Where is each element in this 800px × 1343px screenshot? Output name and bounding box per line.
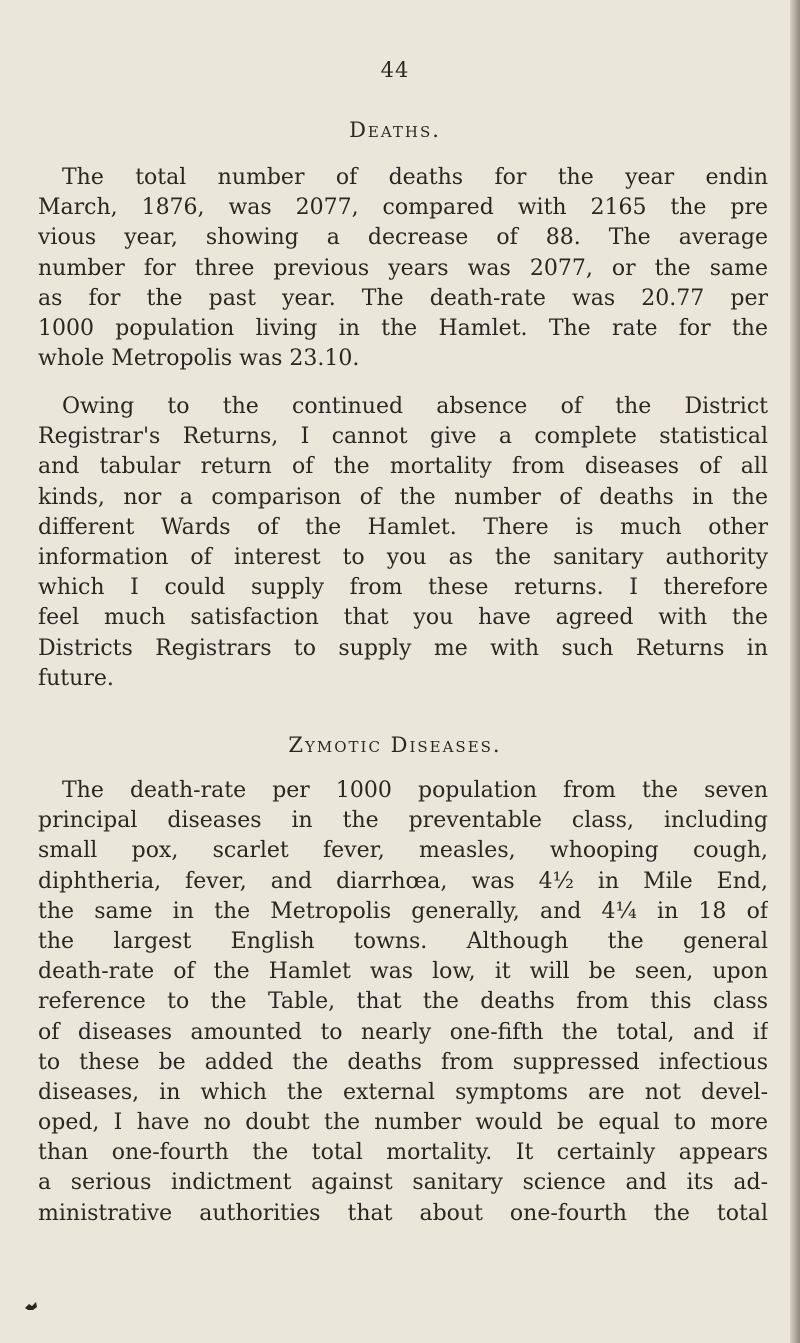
deaths-paragraph-2	[38, 392, 768, 694]
text-line: number for three previous years was 2077, or the same	[38, 255, 768, 281]
text-line: feel much satisfaction that you have agreed with the	[38, 605, 768, 631]
text-line: which I could supply from these returns. I therefore	[38, 575, 768, 601]
page-number: 44	[380, 58, 410, 82]
text-line: death-rate of the Hamlet was low, it will be seen, upon	[38, 959, 768, 985]
text-line: Registrar's Returns, I cannot give a complete statistical	[38, 424, 768, 450]
deaths-paragraph-1	[38, 163, 768, 374]
text-line: 1000 population living in the Hamlet. The rate for the	[38, 315, 768, 341]
zymotic-paragraph	[38, 776, 768, 1229]
section-heading-zymotic-diseases: Zymotic Diseases.	[288, 733, 502, 757]
text-line: of diseases amounted to nearly one-fifth the total, and if	[38, 1019, 768, 1045]
text-line: Districts Registrars to supply me with such Returns in	[38, 635, 768, 661]
ink-blot-mark	[24, 1301, 38, 1311]
text-line: information of interest to you as the sanitary authority	[38, 544, 768, 570]
text-line: to these be added the deaths from suppressed infectious	[38, 1049, 768, 1075]
text-line: as for the past year. The death-rate was 20.77 per	[38, 285, 768, 311]
text-line: reference to the Table, that the deaths from this class	[38, 989, 768, 1015]
text-line: small pox, scarlet fever, measles, whooping cough,	[38, 838, 768, 864]
text-line: and tabular return of the mortality from diseases of all	[38, 454, 768, 480]
text-line: different Wards of the Hamlet. There is much other	[38, 514, 768, 540]
text-line: Owing to the continued absence of the District	[62, 394, 768, 419]
text-line: diphtheria, fever, and diarrhœa, was 4½ in Mile End,	[38, 868, 768, 894]
text-line: ministrative authorities that about one-fourth the total	[38, 1200, 768, 1226]
text-line: kinds, nor a comparison of the number of deaths in the	[38, 484, 768, 510]
text-line: oped, I have no doubt the number would be equal to more	[38, 1110, 768, 1136]
text-line: the same in the Metropolis generally, and 4¼ in 18 of	[38, 898, 768, 924]
page-edge-shadow	[790, 0, 800, 1343]
text-line: diseases, in which the external symptoms are not devel-	[38, 1079, 768, 1105]
text-line: March, 1876, was 2077, compared with 2165 the pre	[38, 195, 768, 221]
text-line: whole Metropolis was 23.10.	[38, 346, 360, 372]
text-line: the largest English towns. Although the general	[38, 928, 768, 954]
text-line: vious year, showing a decrease of 88. The average	[38, 225, 768, 251]
text-line: The total number of deaths for the year endin	[62, 165, 768, 190]
text-line: than one-fourth the total mortality. It certainly appears	[38, 1140, 768, 1166]
text-line: principal diseases in the preventable class, including	[38, 808, 768, 834]
text-line: The death-rate per 1000 population from the seven	[62, 778, 768, 803]
section-heading-deaths: Deaths.	[349, 118, 441, 142]
text-line: future.	[38, 665, 114, 691]
text-line: a serious indictment against sanitary science and its ad-	[38, 1170, 768, 1196]
